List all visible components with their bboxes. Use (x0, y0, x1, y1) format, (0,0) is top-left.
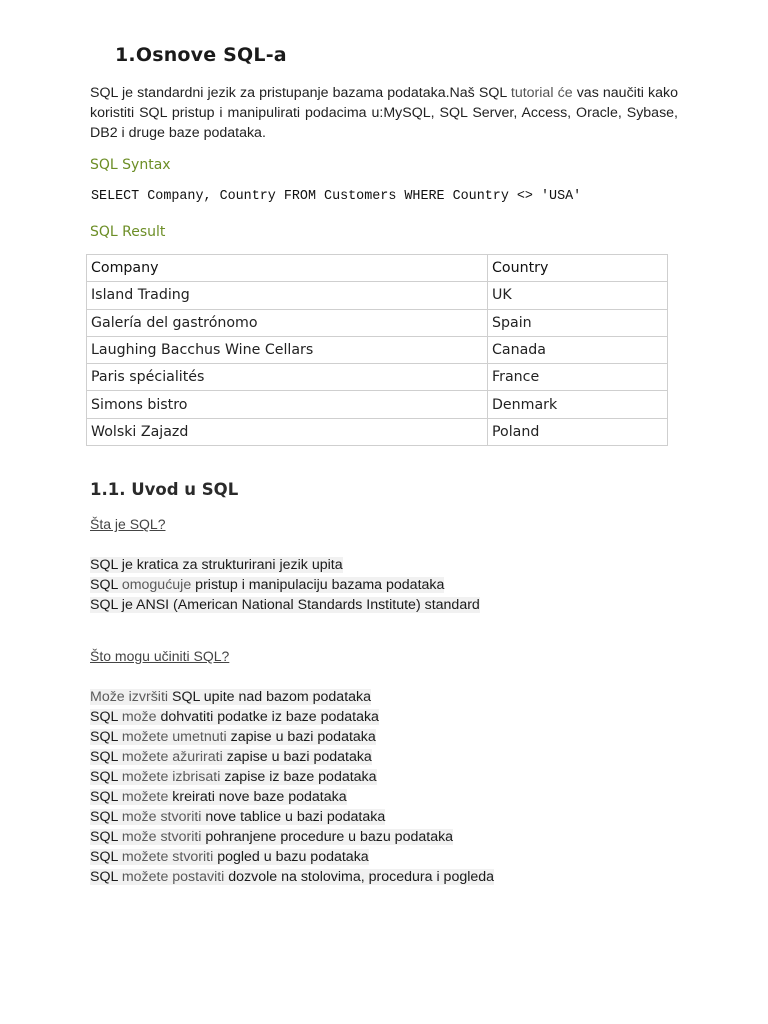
result-heading: SQL Result (90, 224, 166, 240)
list-item-text: pristup i manipulaciju bazama podataka (191, 577, 445, 593)
list-item-text: možete umetnuti (121, 729, 227, 745)
list-item-text: SQL (90, 829, 122, 845)
list-item (90, 575, 480, 595)
column-header-country: Country (488, 255, 668, 282)
sql-code-line: SELECT Company, Country FROM Customers WHERE Country <> 'USA' (91, 189, 582, 204)
list-item (90, 767, 494, 787)
company-cell: Paris spécialités (87, 364, 488, 391)
list-item-text: SQL (90, 769, 122, 785)
list-item-text: SQL je kratica za strukturirani jezik upita (90, 557, 343, 573)
list-item (90, 847, 494, 867)
country-cell: UK (488, 282, 668, 309)
list-item-text: omogućuje (121, 577, 192, 593)
country-cell: France (488, 364, 668, 391)
company-cell: Laughing Bacchus Wine Cellars (87, 336, 488, 363)
syntax-heading: SQL Syntax (90, 157, 171, 173)
what-can-sql-do-list (90, 687, 494, 887)
intro-part: tutorial (510, 85, 554, 101)
intro-part: će (557, 85, 573, 101)
list-item-text: može (121, 709, 157, 725)
list-item-text: dohvatiti podatke iz baze podataka (156, 709, 379, 725)
country-cell: Spain (488, 309, 668, 336)
list-item-text: SQL (90, 869, 122, 885)
list-item-text: možete postaviti (121, 869, 225, 885)
list-item-text: nove tablice u bazi podataka (201, 809, 386, 825)
intro-part: SQL (478, 85, 507, 101)
list-item-text: možete ažurirati (121, 749, 223, 765)
list-item (90, 687, 494, 707)
list-item (90, 555, 480, 575)
page-title: 1.Osnove SQL-a (115, 44, 287, 66)
table-row (87, 364, 668, 391)
company-cell: Island Trading (87, 282, 488, 309)
list-item-text: SQL (90, 749, 122, 765)
list-item-text: može stvoriti (121, 829, 202, 845)
table-row (87, 336, 668, 363)
table-row (87, 282, 668, 309)
country-cell: Denmark (488, 391, 668, 418)
intro-part: vas naučiti kako koristiti SQL pristup i manipulirati podacima u:MySQL, SQL Server, Access, Oracle, Sybase, DB2 i druge baze podataka. (90, 85, 678, 141)
list-item (90, 827, 494, 847)
list-item (90, 867, 494, 887)
table-row (87, 391, 668, 418)
list-item-text: SQL (90, 809, 122, 825)
list-item-text: zapise iz baze podataka (220, 769, 377, 785)
result-table (86, 254, 668, 446)
list-item (90, 707, 494, 727)
list-item-text: možete stvoriti (121, 849, 214, 865)
list-item-text: dozvole na stolovima, procedura i pogleda (224, 869, 495, 885)
section-title: 1.1. Uvod u SQL (90, 480, 239, 499)
list-item-text: kreirati nove baze podataka (168, 789, 347, 805)
list-item-text: zapise u bazi podataka (226, 729, 376, 745)
what-is-sql-list (90, 555, 480, 615)
company-cell: Galería del gastrónomo (87, 309, 488, 336)
what-can-sql-do-heading: Što mogu učiniti SQL? (90, 648, 230, 664)
list-item-text: pogled u bazu podataka (213, 849, 369, 865)
table-row (87, 418, 668, 445)
table-row (87, 309, 668, 336)
column-header-company: Company (87, 255, 488, 282)
list-item (90, 787, 494, 807)
list-item-text: može stvoriti (121, 809, 202, 825)
list-item-text: možete (121, 789, 169, 805)
list-item-text: SQL (90, 709, 122, 725)
list-item-text: SQL upite nad bazom podataka (168, 689, 372, 705)
list-item (90, 807, 494, 827)
list-item (90, 747, 494, 767)
table-header-row (87, 255, 668, 282)
list-item-text: možete izbrisati (121, 769, 221, 785)
what-is-sql-heading: Šta je SQL? (90, 516, 166, 532)
intro-part: SQL (90, 85, 118, 101)
list-item-text: SQL (90, 789, 122, 805)
country-cell: Poland (488, 418, 668, 445)
intro-paragraph (90, 83, 678, 143)
list-item-text: SQL je ANSI (American National Standards Institute) standard (90, 597, 480, 613)
intro-part: je standardni jezik za pristupanje bazama podataka.Naš (117, 85, 479, 101)
company-cell: Simons bistro (87, 391, 488, 418)
list-item (90, 727, 494, 747)
list-item (90, 595, 480, 615)
list-item-text: SQL (90, 577, 122, 593)
list-item-text: SQL (90, 729, 122, 745)
list-item-text: SQL (90, 849, 122, 865)
list-item-text: pohranjene procedure u bazu podataka (201, 829, 454, 845)
list-item-text: Može izvršiti (90, 689, 169, 705)
list-item-text: zapise u bazi podataka (222, 749, 372, 765)
country-cell: Canada (488, 336, 668, 363)
company-cell: Wolski Zajazd (87, 418, 488, 445)
